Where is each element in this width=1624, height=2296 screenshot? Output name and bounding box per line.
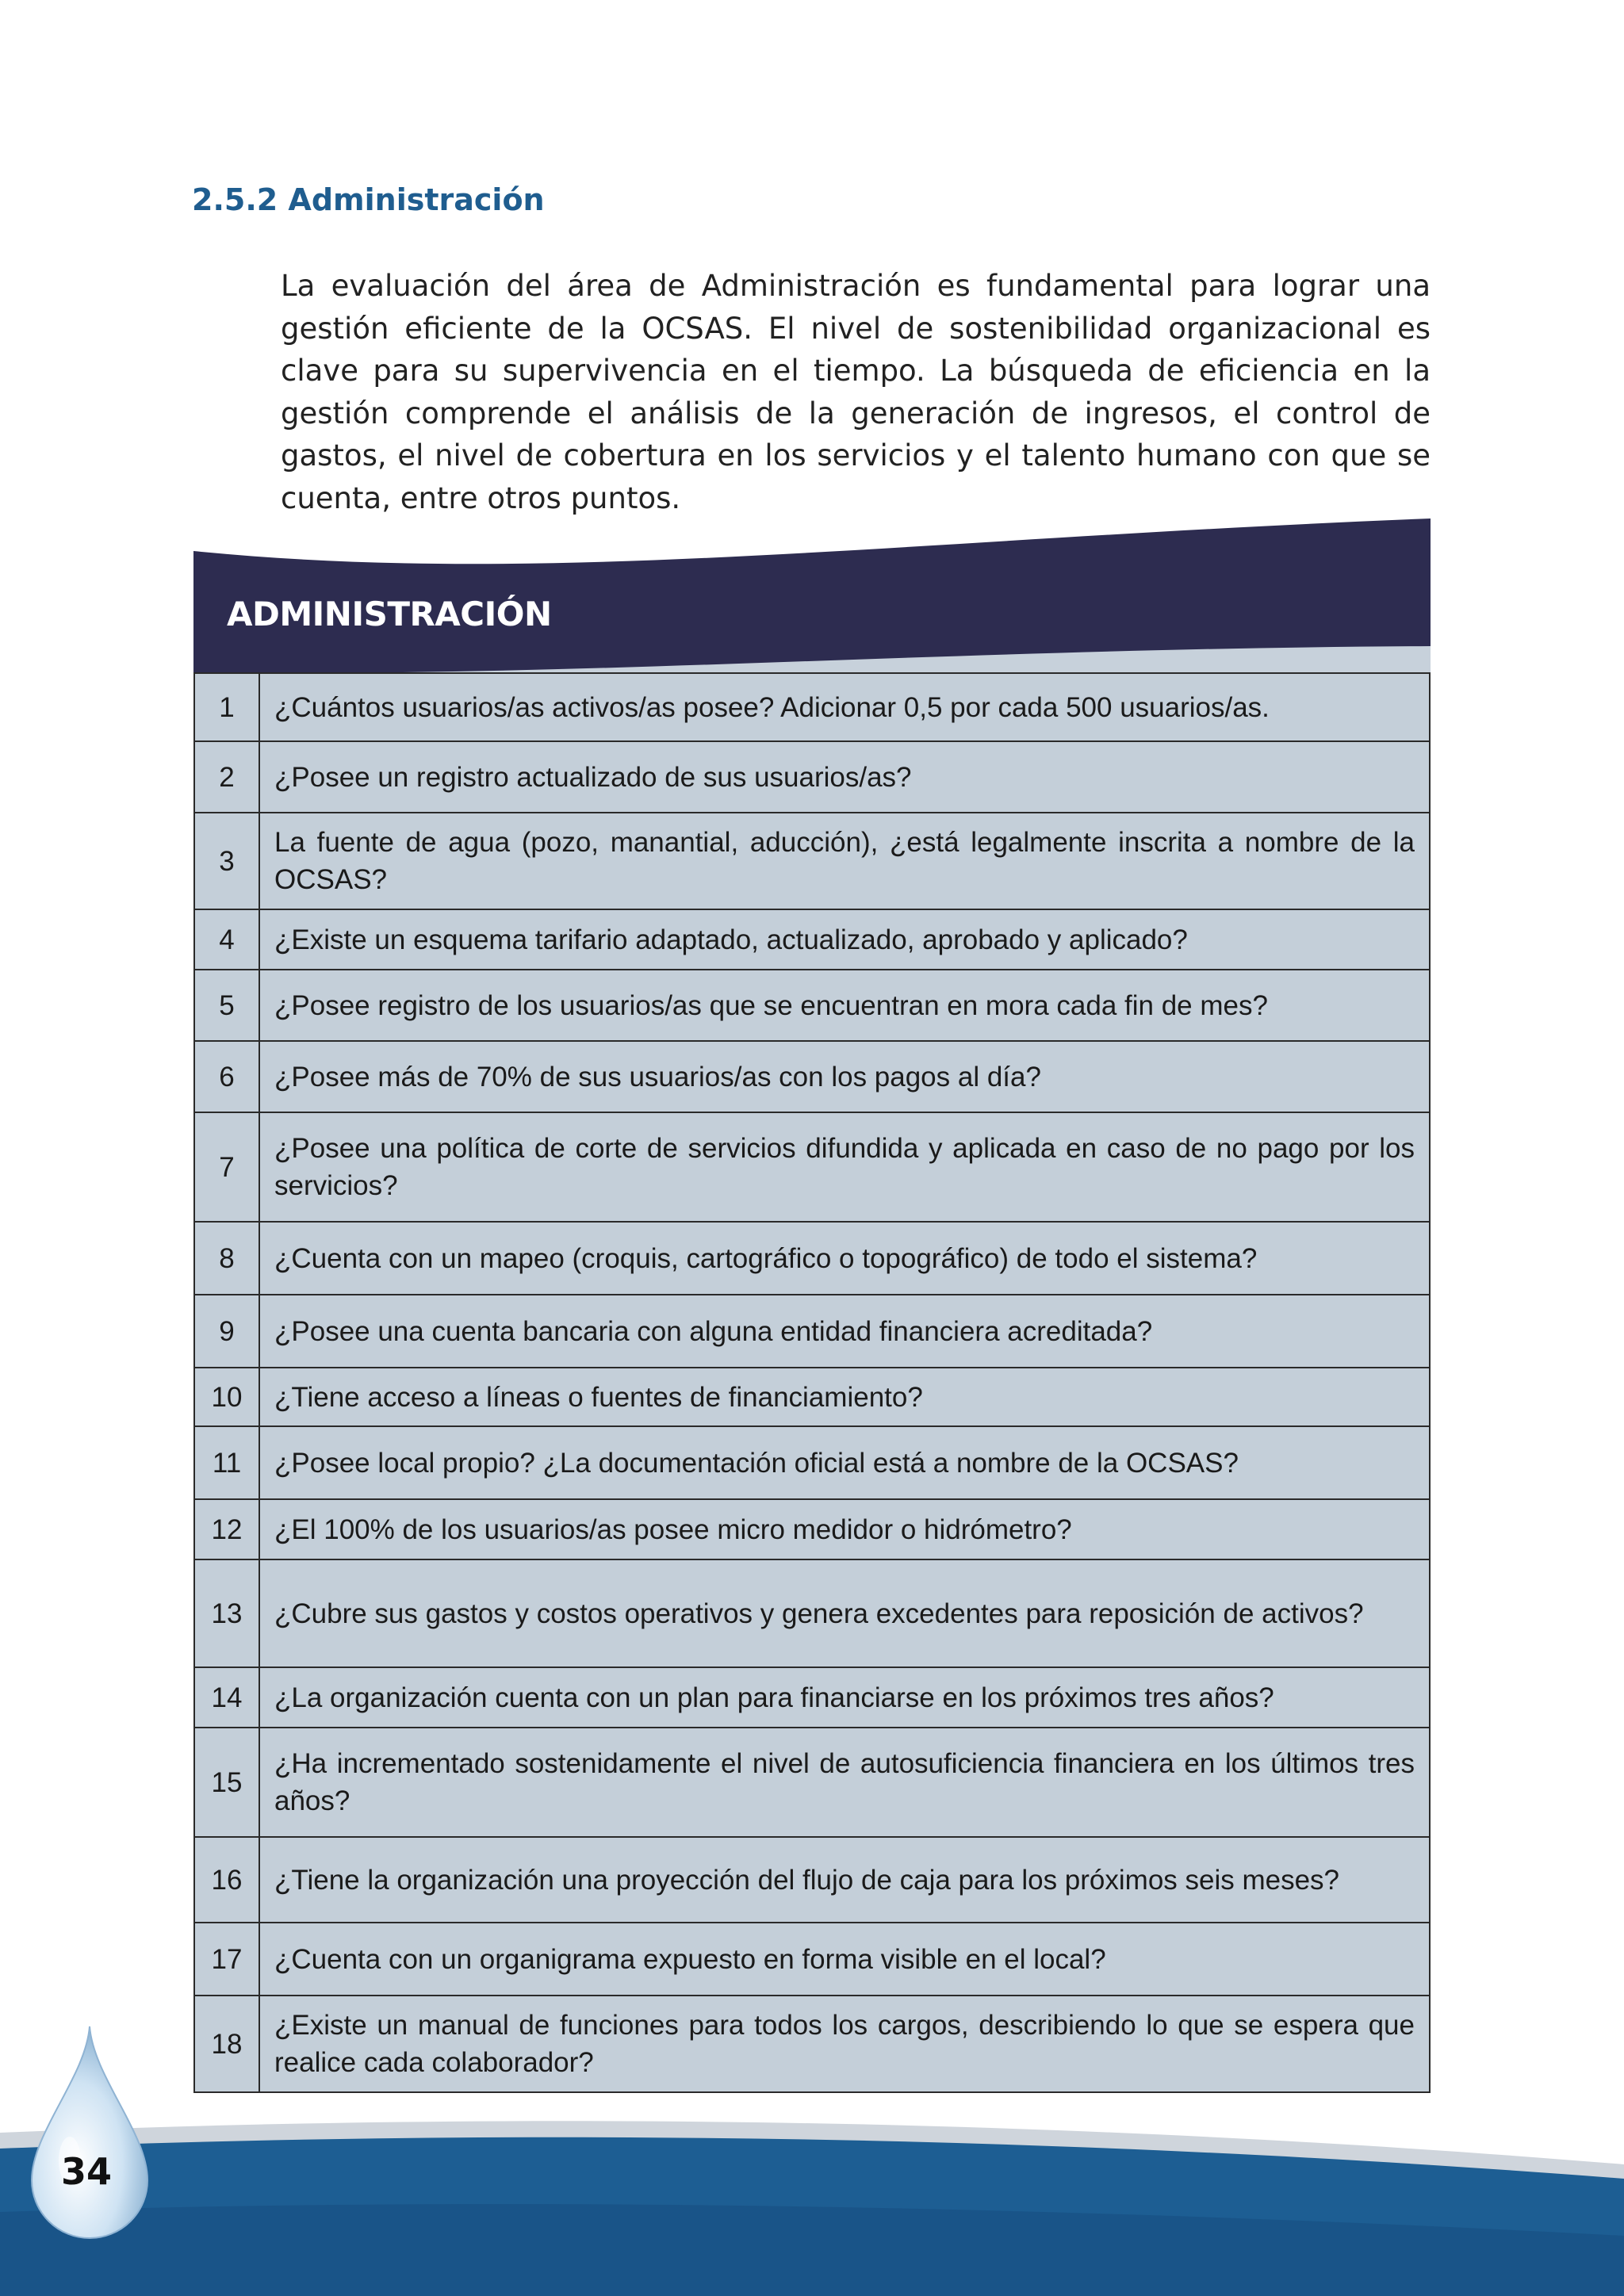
question-text: La fuente de agua (pozo, manantial, aducción), ¿está legalmente inscrita a nombre de la OCSAS? [259,813,1430,909]
table-row [194,1426,1430,1499]
table-row [194,1112,1430,1222]
table-row [194,1837,1430,1923]
question-number: 8 [194,1222,259,1295]
table-row [194,1728,1430,1837]
question-text: ¿El 100% de los usuarios/as posee micro medidor o hidrómetro? [259,1499,1430,1559]
question-number: 2 [194,741,259,813]
question-text: ¿Posee local propio? ¿La documentación oficial está a nombre de la OCSAS? [259,1426,1430,1499]
table-row [194,1667,1430,1728]
questions-table [193,672,1431,2093]
question-number: 15 [194,1728,259,1837]
table-row [194,1222,1430,1295]
question-number: 16 [194,1837,259,1923]
question-number: 6 [194,1041,259,1112]
table-row [194,673,1430,741]
question-number: 4 [194,909,259,970]
question-text: ¿Cuenta con un mapeo (croquis, cartográfico o topográfico) de todo el sistema? [259,1222,1430,1295]
table-row [194,1499,1430,1559]
section-title: 2.5.2 Administración [192,182,545,217]
question-number: 5 [194,970,259,1041]
footer-wave [0,2077,1624,2296]
table-row [194,1368,1430,1426]
table-row [194,741,1430,813]
question-text: ¿Existe un esquema tarifario adaptado, actualizado, aprobado y aplicado? [259,909,1430,970]
question-text: ¿Posee registro de los usuarios/as que se encuentran en mora cada fin de mes? [259,970,1430,1041]
table-title: ADMINISTRACIÓN [227,595,552,633]
question-text: ¿Cuántos usuarios/as activos/as posee? Adicionar 0,5 por cada 500 usuarios/as. [259,673,1430,741]
question-text: ¿Existe un manual de funciones para todos los cargos, describiendo lo que se espera que realice cada colaborador? [259,1996,1430,2092]
water-drop-icon [22,2022,157,2244]
table-row [194,1559,1430,1667]
table-row [194,813,1430,909]
question-text: ¿Tiene acceso a líneas o fuentes de financiamiento? [259,1368,1430,1426]
question-text: ¿Tiene la organización una proyección del flujo de caja para los próximos seis meses? [259,1837,1430,1923]
table-row [194,909,1430,970]
table-row [194,1041,1430,1112]
question-number: 7 [194,1112,259,1222]
question-number: 18 [194,1996,259,2092]
question-number: 14 [194,1667,259,1728]
page-number: 34 [60,2150,112,2193]
question-number: 10 [194,1368,259,1426]
question-number: 3 [194,813,259,909]
question-text: ¿Cubre sus gastos y costos operativos y genera excedentes para reposición de activos? [259,1559,1430,1667]
question-number: 17 [194,1923,259,1996]
question-number: 13 [194,1559,259,1667]
question-number: 1 [194,673,259,741]
question-number: 12 [194,1499,259,1559]
question-text: ¿Posee una política de corte de servicios difundida y aplicada en caso de no pago por los servicios? [259,1112,1430,1222]
question-text: ¿Posee un registro actualizado de sus usuarios/as? [259,741,1430,813]
question-number: 11 [194,1426,259,1499]
table-row [194,1923,1430,1996]
question-text: ¿Ha incrementado sostenidamente el nivel de autosuficiencia financiera en los últimos tres años? [259,1728,1430,1837]
question-text: ¿Posee más de 70% de sus usuarios/as con los pagos al día? [259,1041,1430,1112]
question-text: ¿Cuenta con un organigrama expuesto en forma visible en el local? [259,1923,1430,1996]
question-number: 9 [194,1295,259,1368]
question-text: ¿La organización cuenta con un plan para financiarse en los próximos tres años? [259,1667,1430,1728]
question-text: ¿Posee una cuenta bancaria con alguna entidad financiera acreditada? [259,1295,1430,1368]
table-row [194,970,1430,1041]
intro-paragraph: La evaluación del área de Administración es fundamental para lograr una gestión eficiente de la OCSAS. El nivel de sostenibilidad organizacional es clave para su supervivencia en el tiempo. La búsqueda de eficiencia en la gestión comprende el análisis de la generación de ingresos, el control de gastos, el nivel de cobertura en los servicios y el talento humano con que se cuenta, entre otros puntos. [281,269,1431,515]
table-row [194,1295,1430,1368]
